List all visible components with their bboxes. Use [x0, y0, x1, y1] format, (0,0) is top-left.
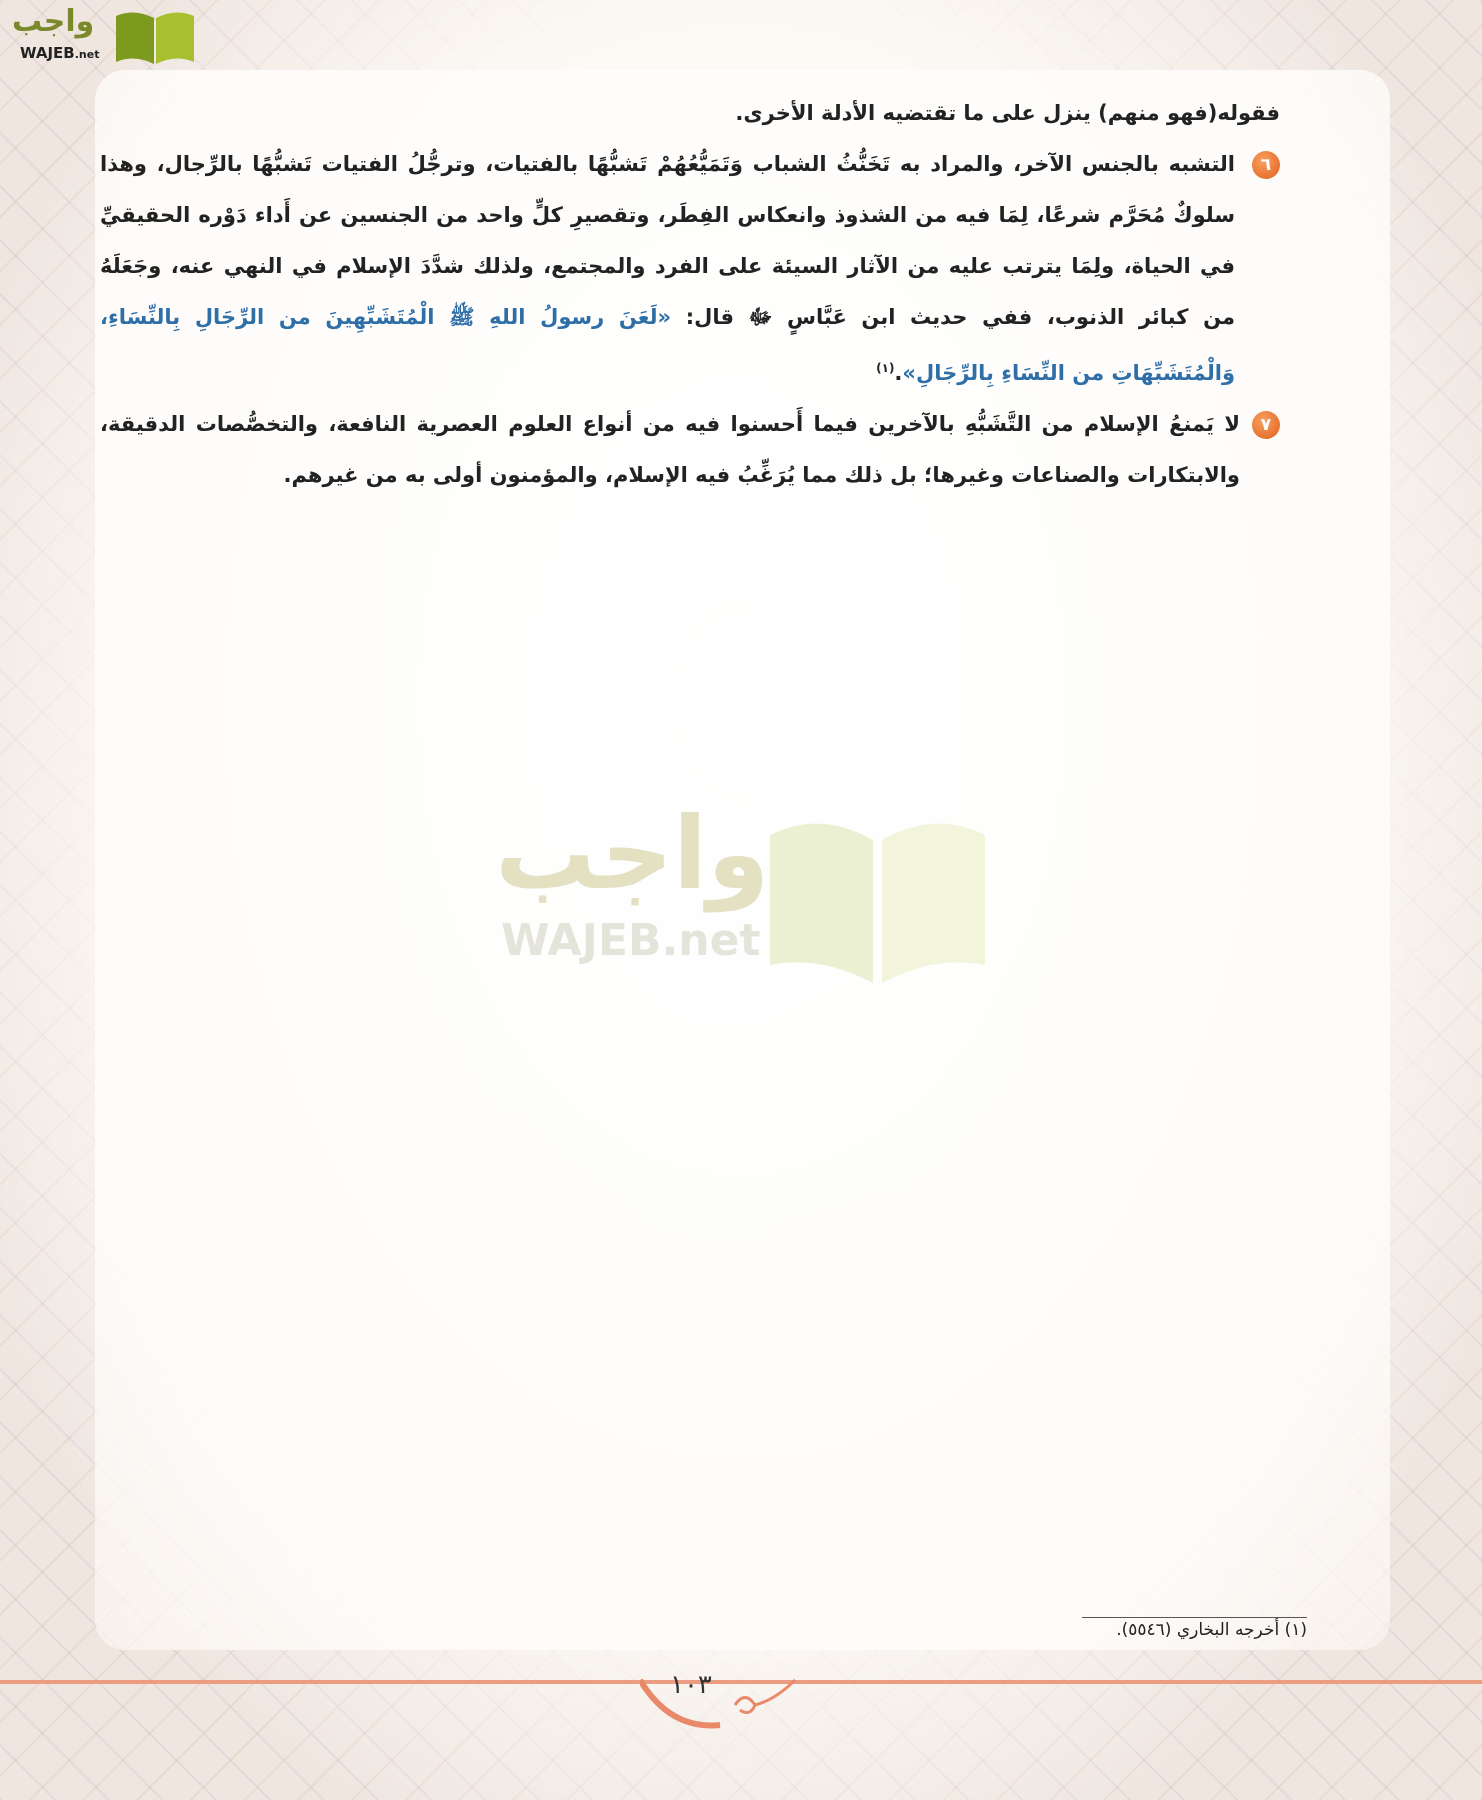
ornament-icon — [640, 1675, 820, 1735]
point-6 — [100, 139, 1280, 399]
point-7-text: لا يَمنعُ الإسلام من التَّشَبُّهِ بالآخرين فيما أَحسنوا فيه من أنواع العلوم العصرية النافعة، والتخصُّصات الدقيقة، والابتكارات والصناعات وغيرها؛ بل ذلك مما يُرَغِّبُ فيه الإسلام، والمؤمنون أولى به من غيرهم. — [100, 412, 1240, 487]
watermark-latin: WAJEB.net — [501, 915, 761, 966]
book-icon — [765, 815, 990, 985]
period: . — [894, 361, 903, 385]
footnote-divider — [1082, 1617, 1307, 1618]
logo-arabic: واجب — [12, 4, 95, 39]
intro-line: فقوله(فهو منهم) ينزل على ما تقتضيه الأدلة الأخرى. — [735, 101, 1280, 125]
footnote-ref[interactable]: (١) — [876, 361, 895, 375]
watermark — [495, 795, 995, 985]
logo-latin: WAJEB.net — [20, 44, 100, 62]
number-badge: ٦ — [1252, 151, 1280, 179]
page-number: ١٠٣ — [670, 1670, 712, 1700]
watermark-arabic: واجب — [495, 795, 770, 912]
lesson-content — [100, 88, 1280, 501]
point-6-text: التشبه بالجنس الآخر، والمراد به تَخَنُّثُ الشباب وَتَمَيُّعُهُمْ تَشبُّهًا بالفتيات، وترجُّلُ الفتيات تَشبُّهًا بالرِّجال، وهذا سلوكٌ مُحَرَّم شرعًا، لِمَا فيه من الشذوذ وانعكاس الفِطَر، وتقصيرِ كلٍّ واحد من الجنسين عن أَداء دَوْره الحقيقيِّ في الحياة، ولِمَا يترتب عليه من الآثار السيئة على الفرد والمجتمع، ولذلك شدَّدَ الإسلام في النهي عنه، وجَعَلَهُ من كبائر الذنوب، ففي حديث ابن عَبَّاسٍ ﷻ قال: — [100, 152, 1235, 329]
book-icon — [114, 8, 196, 66]
footnote: (١) أخرجه البخاري (٥٥٤٦). — [1116, 1620, 1307, 1640]
wajeb-logo[interactable] — [8, 4, 188, 66]
hadith-quote: «لَعَنَ رسولُ اللهِ ﷺ الْمُتَشَبِّهِينَ من الرِّجَالِ بِالنِّسَاءِ، وَالْمُتَشَبِّهَاتِ من النِّسَاءِ بِالرِّجَالِ» — [100, 305, 1235, 385]
point-7 — [100, 399, 1280, 501]
number-badge: ٧ — [1252, 411, 1280, 439]
